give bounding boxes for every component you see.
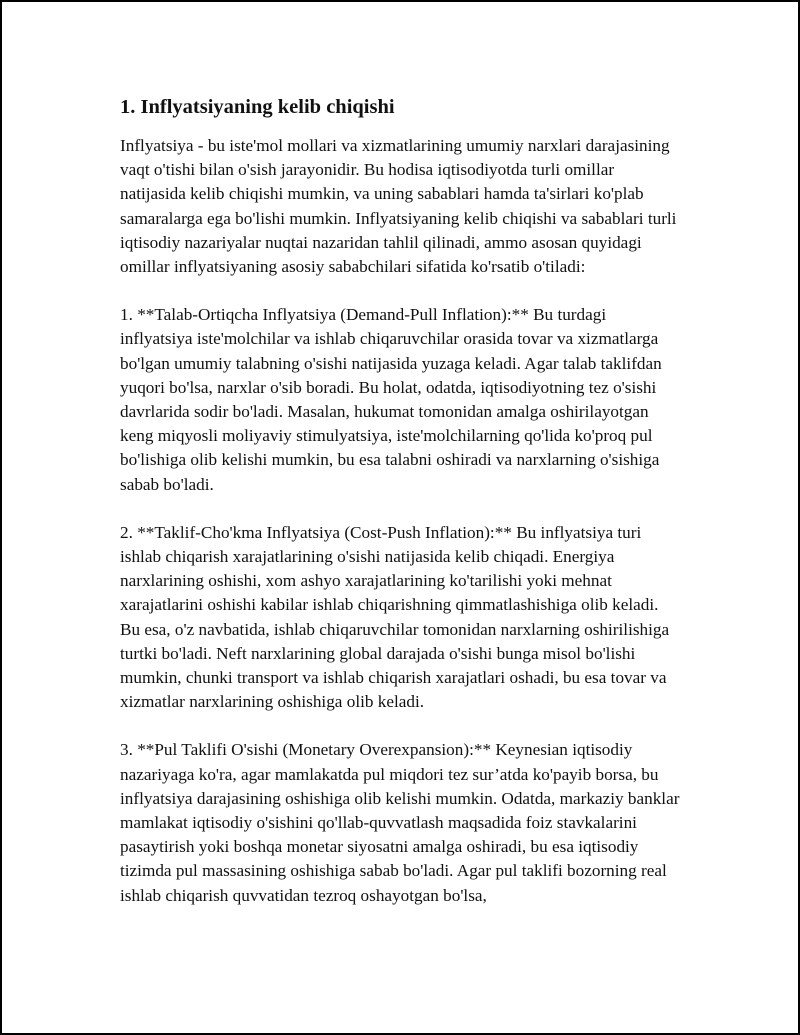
- document-body: [120, 94, 680, 932]
- cost-push-paragraph: 2. **Taklif-Cho'kma Inflyatsiya (Cost-Push Inflation):** Bu inflyatsiya turi ishlab chiqarish xarajatlarining o'sishi natijasida kelib chiqadi. Energiya narxlarining oshishi, xom ashyo xarajatlarining ko'tarilishi yoki mehnat xarajatlarini oshishi kabilar ishlab chiqarishning qimmatlashishiga olib keladi. Bu esa, o'z navbatida, ishlab chiqaruvchilar tomonidan narxlarning oshirilishiga turtki bo'ladi. Neft narxlarining global darajada o'sishi bunga misol bo'lishi mumkin, chunki transport va ishlab chiqarish xarajatlari oshadi, bu esa tovar va xizmatlar narxlarining oshishiga olib keladi.: [120, 522, 670, 712]
- monetary-paragraph: 3. **Pul Taklifi O'sishi (Monetary Overexpansion):** Keynesian iqtisodiy nazariyaga ko'ra, agar mamlakatda pul miqdori tez sur’atda ko'payib borsa, bu inflyatsiya darajasining oshishiga olib kelishi mumkin. Odatda, markaziy banklar mamlakat iqtisodiy o'sishini qo'llab-quvvatlash maqsadida foiz stavkalarini pasaytirish yoki boshqa monetar siyosatni amalga oshiradi, bu esa iqtisodiy tizimda pul massasining oshishiga sabab bo'ladi. Agar pul taklifi bozorning real ishlab chiqarish quvvatidan tezroq oshayotgan bo'lsa,: [120, 740, 680, 905]
- intro-paragraph: Inflyatsiya - bu iste'mol mollari va xizmatlarining umumiy narxlari darajasining vaqt o'tishi bilan o'sish jarayonidir. Bu hodisa iqtisodiyotda turli omillar natijasida kelib chiqishi mumkin, va uning sabablari hamda ta'sirlari ko'plab samaralarga ega bo'lishi mumkin. Inflyatsiyaning kelib chiqishi va sabablari turli iqtisodiy nazariyalar nuqtai nazaridan tahlil qilinadi, ammo asosan quyidagi omillar inflyatsiyaning asosiy sababchilari sifatida ko'rsatib o'tiladi:: [120, 136, 677, 277]
- section-heading: 1. Inflyatsiyaning kelib chiqishi: [120, 96, 395, 118]
- demand-pull-paragraph: 1. **Talab-Ortiqcha Inflyatsiya (Demand-Pull Inflation):** Bu turdagi inflyatsiya iste'molchilar va ishlab chiqaruvchilar orasida tovar va xizmatlarga bo'lgan umumiy talabning o'sishi natijasida yuzaga keladi. Agar talab taklifdan yuqori bo'lsa, narxlar o'sib boradi. Bu holat, odatda, iqtisodiyotning tez o'sishi davrlarida sodir bo'ladi. Masalan, hukumat tomonidan amalga oshirilayotgan keng miqyosli moliyaviy stimulyatsiya, iste'molchilarning qo'lida ko'proq pul bo'lishiga olib kelishi mumkin, bu esa talabni oshiradi va narxlarning o'sishiga sabab bo'ladi.: [120, 305, 662, 494]
